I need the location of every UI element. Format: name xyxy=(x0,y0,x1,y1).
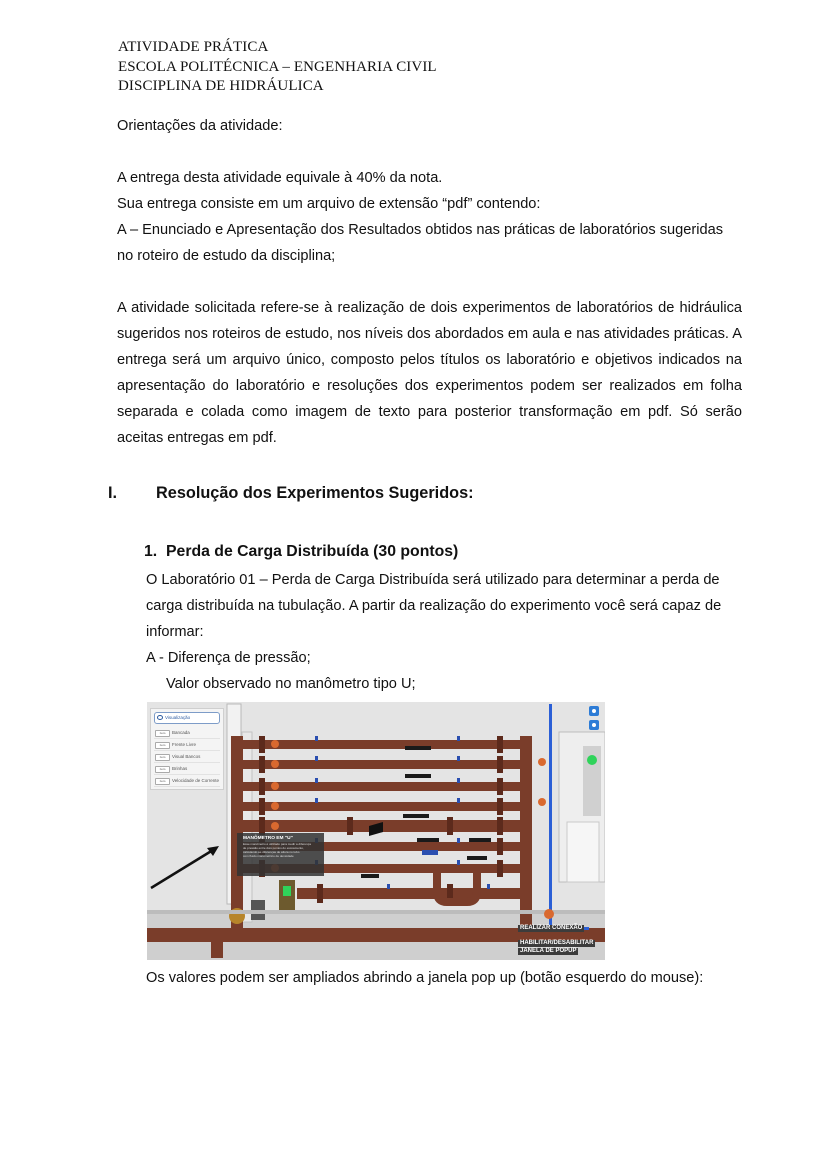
panel-item-label: Frente Livre xyxy=(172,742,197,747)
header-line-school: ESCOLA POLITÉCNICA – ENGENHARIA CIVIL xyxy=(118,58,437,75)
lab-intro-line-2: carga distribuída na tubulação. A partir da realização do experimento você será capaz de xyxy=(146,598,722,614)
lab-intro-line-5: Valor observado no manômetro tipo U; xyxy=(166,676,416,692)
document-icon[interactable] xyxy=(589,720,599,730)
lab-screenshot xyxy=(147,702,605,960)
panel-item-visual-bancos[interactable] xyxy=(154,751,220,763)
activity-paragraph: A atividade solicitada refere-se à realização de dois experimentos de laboratórios de hidráulica sugeridos nos roteiros de estudo, nos níveis dos abordados em aula e nas atividades práticas. A entrega será um arquivo único, composto pelos títulos os laboratório e objetivos indicados na apresentação do laboratório e resoluções dos experimentos podem ser realizados em folha separada e colada como imagem de texto para posterior transformação em pdf. Só serão aceitas entregas em pdf. xyxy=(117,300,742,446)
closing-line: Os valores podem ser ampliados abrindo a janela pop up (botão esquerdo do mouse): xyxy=(146,970,704,986)
delivery-line-1: A entrega desta atividade equivale à 40% da nota. xyxy=(117,170,443,186)
toggle-switch[interactable]: zero xyxy=(155,778,170,785)
panel-item-label: Velocidade de Corrente xyxy=(172,778,220,783)
visualization-label: Visualização xyxy=(165,715,191,720)
delivery-line-2: Sua entrega consiste em um arquivo de extensão “pdf” contendo: xyxy=(117,196,541,212)
visualization-panel[interactable] xyxy=(150,708,224,790)
toggle-switch[interactable]: zero xyxy=(155,766,170,773)
subsection-number: 1. xyxy=(144,543,158,560)
panel-item-label: Visual Bancos xyxy=(172,754,201,759)
connect-button[interactable]: REALIZAR CONEXÃO xyxy=(520,925,583,931)
lab-intro-line-1: O Laboratório 01 – Perda de Carga Distribuída será utilizado para determinar a perda de xyxy=(146,572,720,588)
subsection-heading xyxy=(144,543,458,561)
panel-item-label: Brinhas xyxy=(172,766,188,771)
toggle-switch[interactable]: zero xyxy=(155,742,170,749)
header-line-discipline: DISCIPLINA DE HIDRÁULICA xyxy=(118,78,324,94)
section-number: I. xyxy=(108,484,118,502)
delivery-line-3: A – Enunciado e Apresentação dos Resultados obtidos nas práticas de laboratórios sugeridas xyxy=(117,222,724,238)
tooltip-line: Esse manômetro é utilizado para medir a diferença xyxy=(243,842,311,846)
tooltip-title: MANÔMETRO EM "U" xyxy=(243,836,293,841)
tooltip-line: de pressão entre dois pontos do escoamento, xyxy=(243,846,304,850)
eye-icon xyxy=(157,715,163,720)
delivery-line-4: no roteiro de estudo da disciplina; xyxy=(117,248,336,264)
panel-item-label: Bancada xyxy=(172,730,190,735)
toggle-switch[interactable]: zero xyxy=(155,754,170,761)
popup-toggle-button-line1[interactable]: HABILITAR/DESABILITAR xyxy=(520,940,594,946)
popup-toggle-button-line2[interactable]: JANELA DE POPUP xyxy=(520,948,577,954)
visualization-dropdown[interactable] xyxy=(154,712,220,724)
panel-item-velocidade[interactable] xyxy=(154,775,220,787)
tooltip-line: com fluido manométrico de densidade xyxy=(243,854,294,858)
document-header xyxy=(118,38,437,97)
section-heading xyxy=(108,484,474,503)
header-line-activity: ATIVIDADE PRÁTICA xyxy=(118,39,269,55)
lab-intro-line-3: informar: xyxy=(146,624,204,640)
subsection-title: Perda de Carga Distribuída (30 pontos) xyxy=(166,543,459,560)
orientations-label: Orientações da atividade: xyxy=(117,118,283,134)
manometer-tooltip xyxy=(237,833,324,876)
panel-item-brinhas[interactable] xyxy=(154,763,220,775)
tooltip-line: calculando as diferenças de altura no tubo xyxy=(243,850,300,854)
panel-item-bancada[interactable] xyxy=(154,727,220,739)
section-title: Resolução dos Experimentos Sugeridos: xyxy=(156,484,474,502)
lab-intro-line-4: A - Diferença de pressão; xyxy=(146,650,311,666)
settings-icon[interactable] xyxy=(589,706,599,716)
toggle-switch[interactable]: zero xyxy=(155,730,170,737)
panel-item-frente-livre[interactable] xyxy=(154,739,220,751)
